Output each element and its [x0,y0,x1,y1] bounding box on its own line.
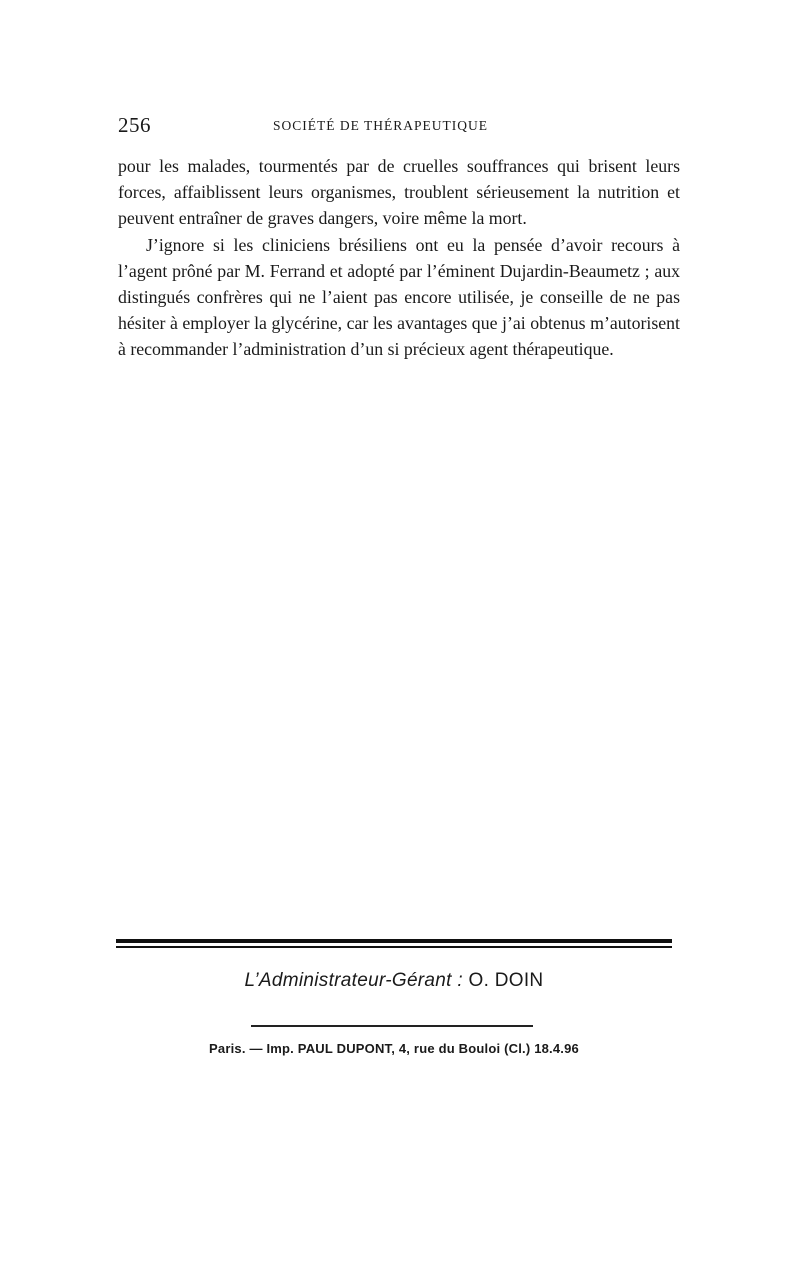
running-head [118,113,680,141]
running-title: SOCIÉTÉ DE THÉRAPEUTIQUE [273,118,488,133]
body-text [118,153,680,363]
page-number: 256 [118,113,151,137]
imprint-rule [251,1025,533,1027]
printer-imprint: Paris. — Imp. PAUL DUPONT, 4, rue du Bouloi (Cl.) 18.4.96 [209,1041,579,1056]
signature-name: O. DOIN [468,970,544,991]
footer-rule-thin [116,946,672,948]
paragraph-continuation: pour les malades, tourmentés par de cruelles souffrances qui brisent leurs forces, affaiblissent leurs organismes, troublent sérieusement la nutrition et peuvent entraîner de graves dangers, voire même la mort. [118,156,680,229]
paragraph-glycerine: J’ignore si les cliniciens brésiliens ont eu la pensée d’avoir recours à l’agent prôné par M. Ferrand et adopté par l’éminent Dujardin-Beaumetz ; aux distingués confrères qui ne l’aient pas encore utilisée, je conseille de ne pas hésiter à employer la glycérine, car les avantages que j’ai obtenus m’autorisent à recommander l’administration d’un si précieux agent thérapeutique. [118,234,680,360]
signature-role: L’Administrateur-Gérant : [244,970,463,991]
footer-rule-thick [116,939,672,943]
signature-line [116,970,672,992]
